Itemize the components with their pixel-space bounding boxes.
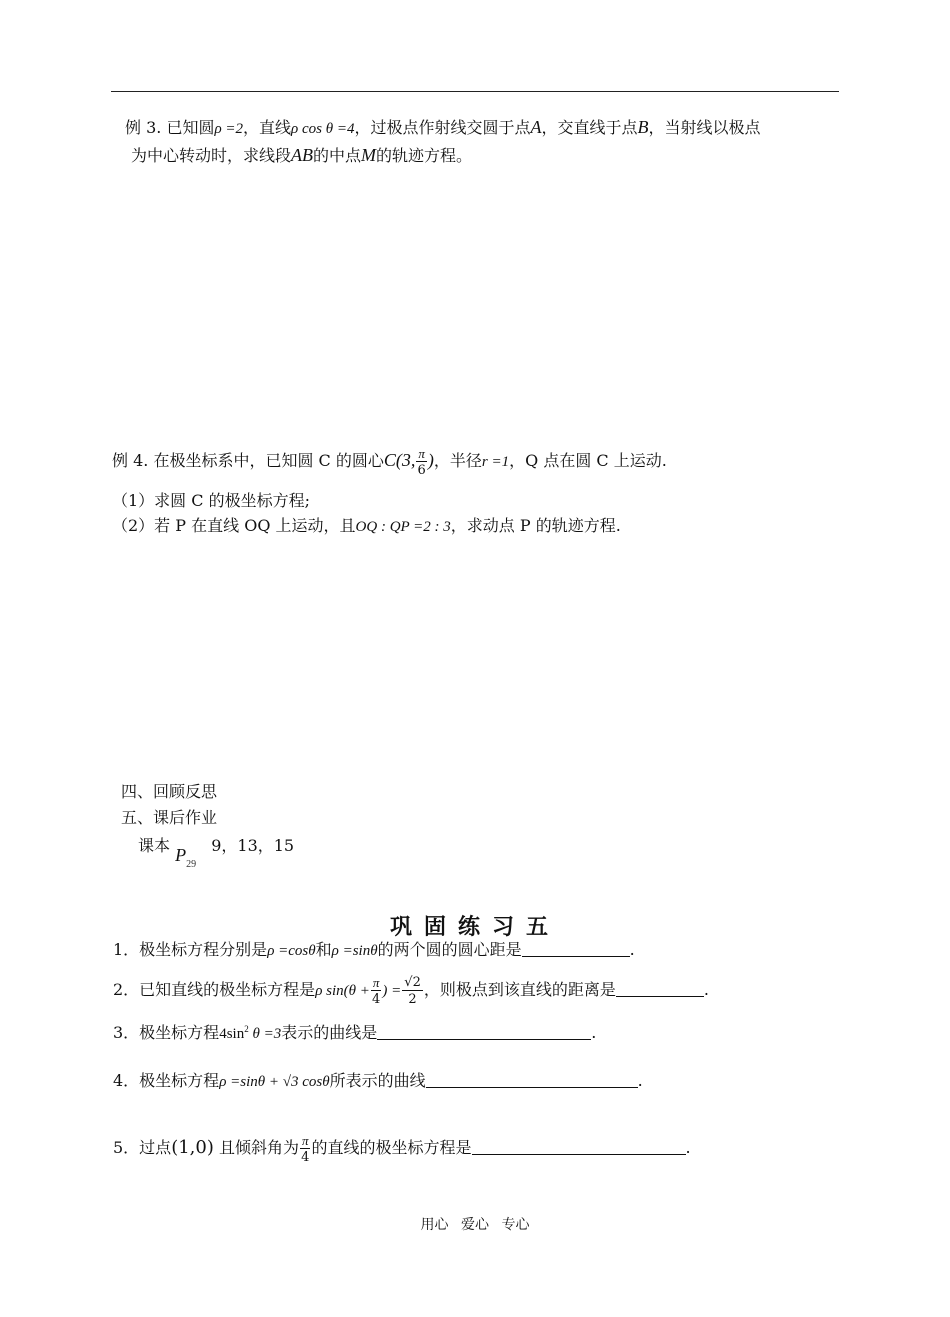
math-segment-ab: AB: [291, 145, 314, 165]
math-eq: $4\sin^2$ θ =3: [219, 1024, 282, 1042]
practice-item-3: 3．极坐标方程$4\sin^2$ θ =3表示的曲线是 .: [113, 1023, 597, 1042]
example-4-question-1: （1）求圆 C 的极坐标方程;: [112, 491, 310, 510]
example-4-line-1: 例 4. 在极坐标系中，已知圆 C 的圆心C(3, $\frac{\pi}{6}$ )，半径r =1，Q 点在圆 C 上运动.: [112, 445, 667, 478]
math-eq: ρ =sinθ: [331, 943, 378, 959]
fraction-sqrt2-over-2: $\frac{√2}{2}$: [404, 974, 421, 1007]
fraction-pi-over-4: $\frac{\pi}{4}$: [372, 974, 381, 1007]
math-radius: r =1: [481, 454, 510, 470]
practice-item-2: 2．已知直线的极坐标方程是ρ sin(θ + $\frac{\pi}{4}$ ) = $\frac{√2}{2}$ ，则极点到该直线的距离是 .: [113, 974, 709, 1007]
homework-line: [138, 834, 295, 870]
math-center: C(3,: [383, 450, 416, 470]
math-eq: ρ sin(θ +: [315, 983, 370, 999]
math-circle-eq: ρ =2: [214, 121, 244, 137]
answer-blank[interactable]: [522, 940, 630, 957]
practice-title: 巩固练习五: [389, 914, 560, 940]
fraction-pi-over-4: $\frac{\pi}{4}$: [301, 1132, 310, 1165]
example-3-line-2: [131, 144, 472, 167]
example-3-line-1: [125, 116, 761, 140]
math-point-m: M: [361, 145, 377, 165]
practice-item-5: 5．过点(1,0) 且倾斜角为 $\frac{\pi}{4}$ 的直线的极坐标方程是 .: [113, 1132, 691, 1165]
math-eq: ρ =cosθ: [267, 943, 316, 959]
text: （2）若 P 在直线 OQ 上运动，且: [112, 516, 356, 535]
text: ，过极点作射线交圆于点: [354, 118, 531, 137]
text: 课本: [138, 836, 171, 855]
answer-blank[interactable]: [377, 1023, 591, 1040]
homework-items: 9，13，15: [211, 836, 295, 855]
math-point-b: B: [637, 117, 649, 137]
header-rule: [111, 91, 839, 92]
text: ，Q 点在圆 C 上运动.: [509, 451, 667, 470]
practice-item-1: 1．极坐标方程分别是ρ =cosθ和ρ =sinθ的两个圆的圆心距是 .: [113, 940, 635, 959]
text: ，半径: [433, 451, 482, 470]
section-homework: 五、课后作业: [121, 808, 218, 827]
text: 的中点: [313, 146, 362, 165]
answer-blank[interactable]: [426, 1071, 638, 1088]
text: 例 3. 已知圆: [125, 118, 215, 137]
answer-blank[interactable]: [616, 980, 704, 997]
answer-blank[interactable]: [472, 1138, 686, 1155]
math-point-a: A: [530, 117, 542, 137]
math-eq: ρ =sinθ + √3 cosθ: [219, 1074, 330, 1090]
text: ，直线: [243, 118, 292, 137]
text: 的轨迹方程。: [376, 146, 473, 165]
text: ，当射线以极点: [648, 118, 761, 137]
section-review: 四、回顾反思: [121, 782, 218, 801]
text: ，交直线于点: [541, 118, 638, 137]
text: 例 4. 在极坐标系中，已知圆 C 的圆心: [112, 451, 384, 470]
practice-item-4: 4．极坐标方程ρ =sinθ + √3 cosθ所表示的曲线 .: [113, 1071, 643, 1090]
text: ，求动点 P 的轨迹方程.: [450, 516, 621, 535]
fraction-pi-over-6: $\frac{\pi}{6}$: [417, 445, 426, 478]
text: 为中心转动时，求线段: [131, 146, 292, 165]
example-4-question-2: [112, 515, 621, 538]
page-footer: 用心 爱心 专心: [420, 1217, 530, 1233]
math-ratio: OQ : QP =2 : 3: [355, 519, 451, 535]
math-point: (1,0): [171, 1137, 214, 1158]
math-line-eq: ρ cos θ =4: [291, 121, 355, 137]
math-page-ref: $P_{29}$: [175, 845, 197, 870]
